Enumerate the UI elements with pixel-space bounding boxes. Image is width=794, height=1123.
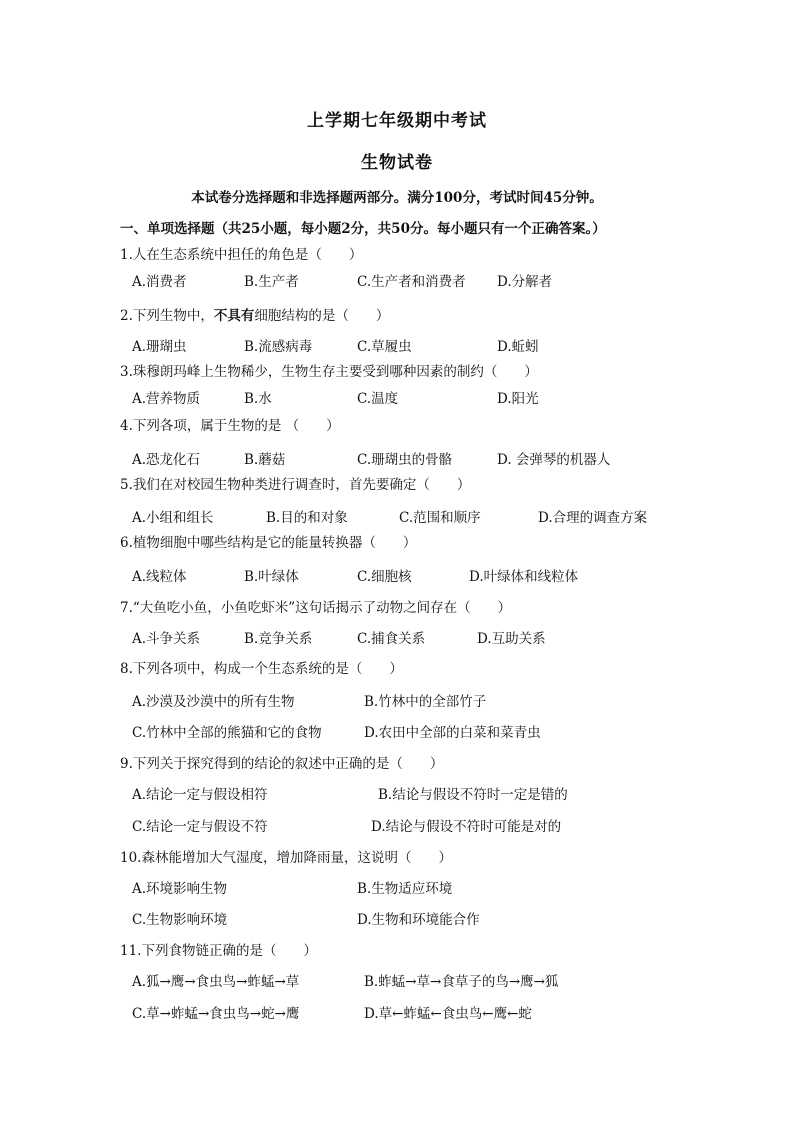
question-4-option-d[interactable]: D. 会弹琴的机器人 — [497, 452, 611, 468]
question-5-option-d[interactable]: D.合理的调查方案 — [538, 510, 648, 526]
question-5-stem: 5.我们在对校园生物种类进行调查时，首先要确定（ ） — [120, 477, 471, 493]
question-6-option-b[interactable]: B.叶绿体 — [244, 569, 299, 585]
question-10-option-b[interactable]: B.生物适应环境 — [357, 881, 453, 897]
question-1-option-b[interactable]: B.生产者 — [244, 274, 299, 290]
exam-title: 上学期七年级期中考试 — [307, 111, 487, 131]
question-2-stem — [120, 304, 389, 324]
question-3-option-a[interactable]: A.营养物质 — [132, 391, 201, 407]
question-9-option-b[interactable]: B.结论与假设不符时一定是错的 — [378, 787, 568, 803]
question-8-option-d[interactable]: D.农田中全部的白菜和菜青虫 — [364, 725, 541, 741]
question-2-option-d[interactable]: D.蚯蚓 — [497, 339, 539, 355]
question-9-option-c[interactable]: C.结论一定与假设不符 — [132, 819, 268, 835]
question-2-stem-pre: 2.下列生物中， — [120, 308, 214, 324]
question-8-option-b[interactable]: B.竹林中的全部竹子 — [364, 694, 487, 710]
question-1-stem: 1.人在生态系统中担任的角色是（ ） — [120, 247, 363, 263]
exam-notice: 本试卷分选择题和非选择题两部分。满分100分，考试时间45分钟。 — [191, 190, 603, 206]
question-7-option-b[interactable]: B.竞争关系 — [244, 631, 313, 647]
question-10-option-c[interactable]: C.生物影响环境 — [132, 912, 228, 928]
question-9-stem: 9.下列关于探究得到的结论的叙述中正确的是（ ） — [120, 756, 444, 772]
question-2-option-a[interactable]: A.珊瑚虫 — [132, 339, 187, 355]
question-10-option-a[interactable]: A.环境影响生物 — [132, 881, 228, 897]
question-9-option-d[interactable]: D.结论与假设不符时可能是对的 — [371, 819, 562, 835]
question-8-option-c[interactable]: C.竹林中全部的熊猫和它的食物 — [132, 725, 322, 741]
question-10-stem: 10.森林能增加大气湿度，增加降雨量，这说明（ ） — [120, 850, 452, 866]
exam-subject: 生物试卷 — [361, 153, 433, 173]
question-5-option-c[interactable]: C.范围和顺序 — [399, 510, 481, 526]
question-10-option-d[interactable]: D.生物和环境能合作 — [357, 912, 480, 928]
question-11-option-a[interactable]: A.狐→鹰→食虫鸟→蚱蜢→草 — [132, 974, 300, 990]
question-7-option-c[interactable]: C.捕食关系 — [357, 631, 426, 647]
question-6-option-d[interactable]: D.叶绿体和线粒体 — [469, 569, 579, 585]
question-5-option-a[interactable]: A.小组和组长 — [132, 510, 214, 526]
question-4-option-c[interactable]: C.珊瑚虫的骨骼 — [357, 452, 453, 468]
question-2-stem-post: 细胞结构的是（ ） — [254, 308, 390, 324]
question-3-option-b[interactable]: B.水 — [244, 391, 272, 407]
question-3-option-d[interactable]: D.阳光 — [497, 391, 539, 407]
question-5-option-b[interactable]: B.目的和对象 — [266, 510, 348, 526]
question-7-stem: 7.“大鱼吃小鱼，小鱼吃虾米”这句话揭示了动物之间存在（ ） — [120, 600, 512, 616]
question-1-option-c[interactable]: C.生产者和消费者 — [357, 274, 466, 290]
question-2-option-c[interactable]: C.草履虫 — [357, 339, 412, 355]
question-11-option-b[interactable]: B.蚱蜢→草→食草子的鸟→鹰→狐 — [364, 974, 559, 990]
question-8-stem: 8.下列各项中，构成一个生态系统的是（ ） — [120, 661, 403, 677]
section-heading: 一、单项选择题（共25小题，每小题2分，共50分。每小题只有一个正确答案。） — [120, 221, 606, 237]
question-6-stem: 6.植物细胞中哪些结构是它的能量转换器（ ） — [120, 535, 417, 551]
question-7-option-a[interactable]: A.斗争关系 — [132, 631, 201, 647]
question-11-stem: 11.下列食物链正确的是（ ） — [120, 943, 317, 959]
question-4-option-b[interactable]: B.蘑菇 — [244, 452, 286, 468]
question-2-stem-emphasis: 不具有 — [213, 308, 255, 324]
question-7-option-d[interactable]: D.互助关系 — [477, 631, 546, 647]
question-1-option-d[interactable]: D.分解者 — [497, 274, 553, 290]
question-1-option-a[interactable]: A.消费者 — [132, 274, 187, 290]
question-6-option-a[interactable]: A.线粒体 — [132, 569, 187, 585]
question-11-option-c[interactable]: C.草→蚱蜢→食虫鸟→蛇→鹰 — [132, 1006, 300, 1022]
question-8-option-a[interactable]: A.沙漠及沙漠中的所有生物 — [132, 694, 295, 710]
question-4-option-a[interactable]: A.恐龙化石 — [132, 452, 201, 468]
question-4-stem: 4.下列各项，属于生物的是 （ ） — [120, 418, 340, 434]
question-2-option-b[interactable]: B.流感病毒 — [244, 339, 313, 355]
question-3-stem: 3.珠穆朗玛峰上生物稀少，生物生存主要受到哪种因素的制约（ ） — [120, 364, 538, 380]
question-11-option-d[interactable]: D.草←蚱蜢←食虫鸟←鹰←蛇 — [364, 1006, 532, 1022]
question-9-option-a[interactable]: A.结论一定与假设相符 — [132, 787, 268, 803]
question-6-option-c[interactable]: C.细胞核 — [357, 569, 412, 585]
question-3-option-c[interactable]: C.温度 — [357, 391, 399, 407]
